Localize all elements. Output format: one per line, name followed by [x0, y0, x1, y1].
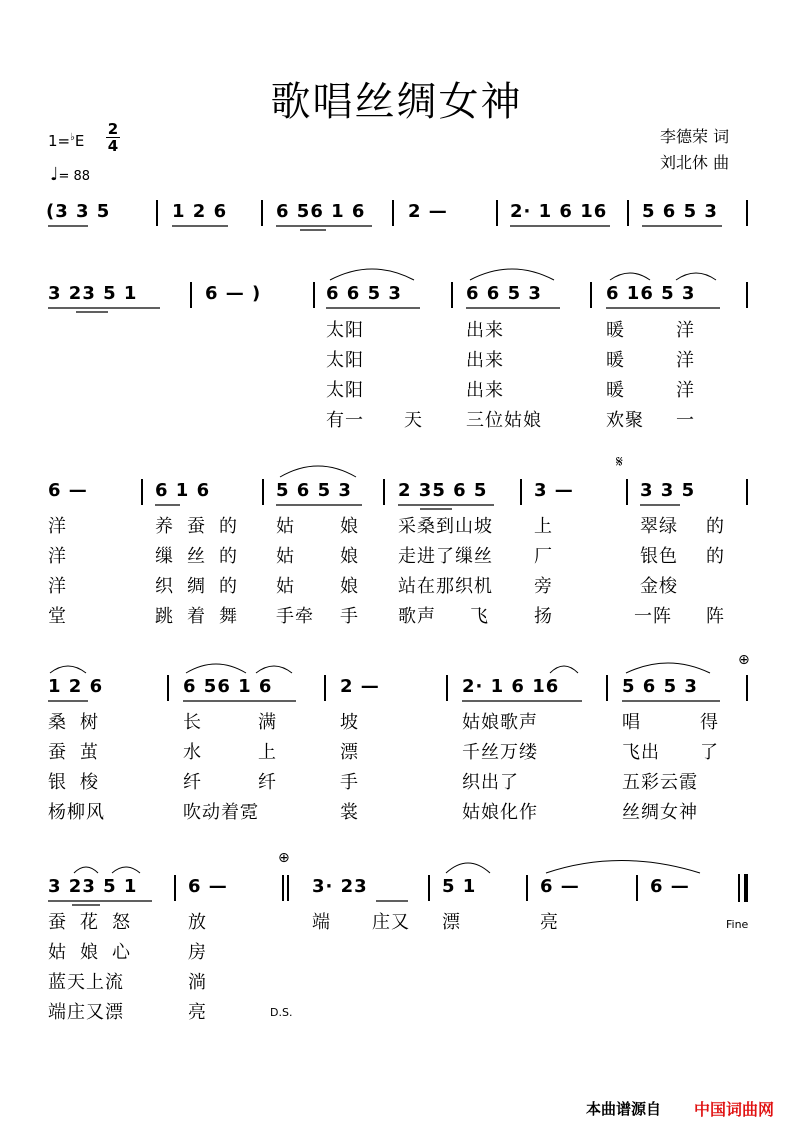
lyric: 姑: [276, 516, 295, 537]
lyric: 洋: [48, 576, 67, 597]
measure-1: 3 23 5 1: [48, 876, 138, 897]
lyric: 唱: [622, 712, 641, 733]
lyric: 堂: [48, 606, 67, 627]
lyric: 洋: [676, 350, 695, 371]
measure-4: 2 35 6 5: [398, 480, 488, 501]
measure-2: 6 —: [188, 876, 228, 897]
lyric: 洋: [48, 546, 67, 567]
quarter-note-icon: ♩: [50, 164, 59, 185]
key-tonic: E: [74, 132, 85, 150]
lyric: 旁: [534, 576, 553, 597]
lyric: 站在那织机: [398, 576, 493, 597]
lyric: 出来: [466, 320, 504, 341]
lyric: 太阳: [326, 350, 364, 371]
lyric: 姑娘心: [48, 942, 144, 963]
coda-sign: ⊕: [278, 850, 290, 866]
measure-5: 6 —: [540, 876, 580, 897]
lyric: 银梭: [48, 772, 112, 793]
lyric: 姑: [276, 546, 295, 567]
measure-3: 5 6 5 3: [276, 480, 352, 501]
measure-6: 3 3 5: [640, 480, 696, 501]
lyric: 跳着舞: [155, 606, 251, 627]
lyric: 裳: [340, 802, 359, 823]
measure-2: 1 2 6: [172, 201, 228, 222]
lyric: 五彩云霞: [622, 772, 698, 793]
tempo-value: = 88: [58, 169, 91, 184]
measure-6: 5 6 5 3: [642, 201, 718, 222]
measure-5: 6 16 5 3: [606, 283, 696, 304]
lyric: 得: [700, 712, 719, 733]
lyric: 了: [700, 742, 719, 763]
lyric: 太阳: [326, 380, 364, 401]
slur: [550, 666, 578, 673]
slur: [446, 863, 490, 873]
lyric: 的: [706, 516, 725, 537]
lyric: 暖: [606, 320, 625, 341]
ds-marking: D.S.: [270, 1006, 293, 1019]
measure-1: 6 —: [48, 480, 88, 501]
slur: [610, 273, 650, 280]
lyric: 亮: [188, 1002, 207, 1023]
lyric: 蓝天上流: [48, 972, 124, 993]
slur: [626, 663, 710, 673]
lyric: 暖: [606, 380, 625, 401]
lyric: 洋: [676, 320, 695, 341]
measure-2: 6 56 1 6: [183, 676, 273, 697]
measure-4: 2· 1 6 16: [462, 676, 560, 697]
measure-5: 5 6 5 3: [622, 676, 698, 697]
slur: [330, 269, 414, 280]
measure-3: 6 56 1 6: [276, 201, 366, 222]
measure-5: 2· 1 6 16: [510, 201, 608, 222]
lyric: 上: [534, 516, 553, 537]
song-title: 歌唱丝绸女神: [270, 79, 523, 125]
lyric: 端庄又漂: [48, 1002, 124, 1023]
lyric: 养蚕的: [155, 516, 251, 537]
lyric: 娘: [340, 516, 359, 537]
time-denominator: 4: [107, 137, 119, 155]
measure-4: 6 6 5 3: [466, 283, 542, 304]
lyric: 姑娘化作: [462, 802, 538, 823]
lyric: 娘: [340, 546, 359, 567]
lyric: 娘: [340, 576, 359, 597]
measure-3: 6 6 5 3: [326, 283, 402, 304]
lyric: 淌: [188, 972, 207, 993]
lyric: 三位姑娘: [466, 410, 542, 431]
fine-marking: Fine: [726, 918, 749, 931]
lyric: 出来: [466, 380, 504, 401]
lyric: 杨柳风: [48, 802, 105, 823]
time-numerator: 2: [107, 120, 119, 138]
lyric: 亮: [540, 912, 559, 933]
measure-2: 6 — ): [205, 283, 262, 304]
slur: [50, 666, 86, 673]
lyric: 丝绸女神: [622, 802, 698, 823]
lyric: 金梭: [640, 576, 678, 597]
lyric: 坡: [340, 712, 359, 733]
lyric: 千丝万缕: [462, 742, 538, 763]
lyric: 放: [188, 912, 207, 933]
measure-1: (3 3 5: [46, 201, 111, 222]
lyric: 织绸的: [155, 576, 251, 597]
lyric: 太阳: [326, 320, 364, 341]
lyric: 的: [706, 546, 725, 567]
lyric: 漂: [442, 912, 461, 933]
measure-1: 3 23 5 1: [48, 283, 138, 304]
lyric: 暖: [606, 350, 625, 371]
lyric: 吹动着霓: [183, 802, 259, 823]
lyric: 端: [312, 912, 331, 933]
lyric: 有一: [326, 410, 364, 431]
lyric: 手: [340, 606, 359, 627]
measure-4: 2 —: [408, 201, 448, 222]
footer-source: 本曲谱源自: [586, 1100, 662, 1118]
lyric: 长: [183, 712, 202, 733]
lyric: 欢聚: [606, 410, 644, 431]
lyric: 姑: [276, 576, 295, 597]
lyric: 走进了缫丝: [398, 546, 493, 567]
lyric: 扬: [534, 606, 553, 627]
slur: [546, 861, 700, 874]
measure-3: 3· 23: [312, 876, 368, 897]
lyric: 纤: [183, 772, 202, 793]
slur: [676, 273, 716, 280]
lyric: 阵: [706, 606, 725, 627]
coda-sign: ⊕: [738, 652, 750, 668]
lyric: 蚕花怒: [48, 912, 144, 933]
footer-site-link[interactable]: 中国词曲网: [694, 1100, 775, 1119]
segno-sign: 𝄋: [616, 452, 623, 471]
lyric: 漂: [340, 742, 359, 763]
lyric: 纤: [258, 772, 277, 793]
lyric: 一: [676, 410, 695, 431]
measure-6: 6 —: [650, 876, 690, 897]
lyric: 织出了: [462, 772, 519, 793]
measure-1: 1 2 6: [48, 676, 104, 697]
slur: [256, 666, 292, 673]
lyric: 水: [183, 742, 202, 763]
slur: [186, 664, 246, 673]
lyric: 歌声: [398, 606, 436, 627]
lyric: 庄又: [372, 912, 410, 933]
lyric: 手: [340, 772, 359, 793]
lyricist-credit: 李德荣 词: [660, 127, 730, 146]
lyric: 洋: [676, 380, 695, 401]
lyric: 银色: [640, 546, 678, 567]
slur: [112, 867, 140, 873]
slur: [74, 867, 98, 873]
lyric: 房: [188, 942, 207, 963]
lyric: 蚕茧: [48, 742, 112, 763]
lyric: 天: [404, 410, 423, 431]
lyric: 手牵: [276, 606, 314, 627]
measure-3: 2 —: [340, 676, 380, 697]
lyric: 洋: [48, 516, 67, 537]
lyric: 翠绿: [640, 516, 678, 537]
measure-4: 5 1: [442, 876, 477, 897]
lyric: 一阵: [634, 606, 672, 627]
lyric: 满: [258, 712, 277, 733]
measure-5: 3 —: [534, 480, 574, 501]
key-prefix: 1=: [48, 132, 71, 150]
lyric: 厂: [534, 546, 553, 567]
measure-2: 6 1 6: [155, 480, 211, 501]
slur: [280, 466, 356, 477]
slur: [470, 269, 554, 280]
lyric: 上: [258, 742, 277, 763]
lyric: 姑娘歌声: [462, 712, 538, 733]
composer-credit: 刘北休 曲: [660, 153, 730, 172]
lyric: 桑树: [48, 712, 112, 733]
lyric: 飞出: [622, 742, 660, 763]
lyric: 缫丝的: [155, 546, 251, 567]
flat-sign: ♭: [70, 132, 75, 143]
lyric: 采桑到山坡: [398, 516, 493, 537]
lyric: 飞: [470, 606, 489, 627]
lyric: 出来: [466, 350, 504, 371]
